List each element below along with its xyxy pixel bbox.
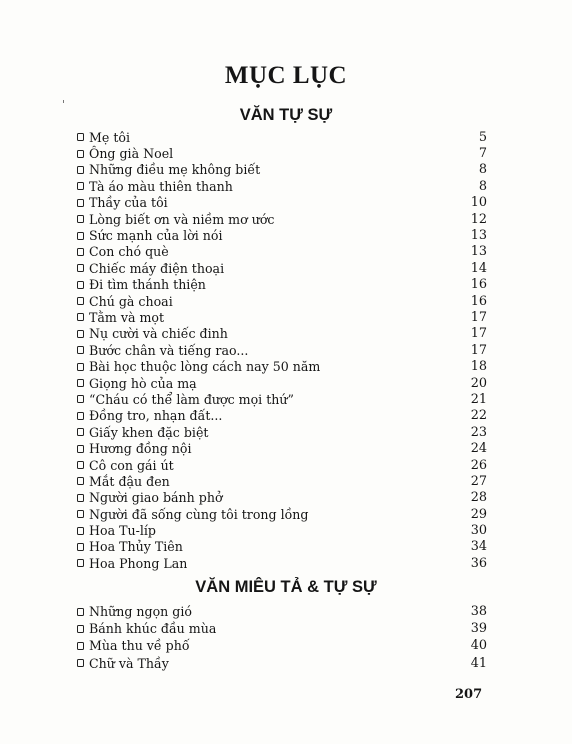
toc-entry-title: Lòng biết ơn và niềm mơ ước: [89, 211, 275, 227]
checkbox-bullet-icon: [77, 445, 84, 453]
toc-entry-title: Bước chân và tiếng rao...: [89, 342, 249, 358]
toc-entry: [77, 408, 487, 424]
checkbox-bullet-icon: [77, 248, 84, 256]
checkbox-bullet-icon: [77, 543, 84, 551]
toc-entry-page: 16: [470, 277, 487, 293]
checkbox-bullet-icon: [77, 133, 84, 141]
toc-entry-page: 13: [470, 228, 487, 244]
checkbox-bullet-icon: [77, 608, 84, 616]
toc-entry: [77, 293, 487, 309]
toc-entry-page: 23: [470, 424, 487, 440]
checkbox-bullet-icon: [77, 494, 84, 502]
toc-entry-title: Mắt đậu đen: [89, 473, 170, 489]
toc-entry-title: Thầy của tôi: [89, 195, 168, 211]
checkbox-bullet-icon: [77, 395, 84, 403]
checkbox-bullet-icon: [77, 232, 84, 240]
toc-entry-page: 27: [470, 473, 487, 489]
toc-entry-title: Người đã sống cùng tôi trong lồng: [89, 506, 309, 522]
checkbox-bullet-icon: [77, 182, 84, 190]
checkbox-bullet-icon: [77, 215, 84, 223]
toc-entry: [77, 227, 487, 243]
toc-entry: [77, 473, 487, 489]
section-heading-van-mieu-ta-tu-su: VĂN MIÊU TẢ & TỰ SỰ: [195, 578, 377, 596]
checkbox-bullet-icon: [77, 330, 84, 338]
checkbox-bullet-icon: [77, 527, 84, 535]
toc-entry: [77, 309, 487, 325]
toc-entry-title: Hoa Thủy Tiên: [89, 539, 183, 555]
toc-entry-title: Giấy khen đặc biệt: [89, 424, 209, 440]
toc-entry-title: Mùa thu về phố: [89, 638, 190, 654]
toc-entry: [77, 244, 487, 260]
toc-entry-title: Những điều mẹ không biết: [89, 162, 261, 178]
toc-entry-page: 28: [470, 490, 487, 506]
toc-entry: [77, 326, 487, 342]
toc-entry: [77, 603, 487, 620]
toc-entry: [77, 195, 487, 211]
checkbox-bullet-icon: [77, 166, 84, 174]
toc-entry: [77, 539, 487, 555]
toc-entry-page: 5: [478, 129, 487, 145]
toc-entry-page: 34: [470, 539, 487, 555]
toc-entry-title: “Cháu có thể làm được mọi thứ”: [89, 391, 294, 407]
toc-entry: [77, 162, 487, 178]
toc-entry-page: 39: [470, 621, 487, 637]
toc-entry-title: Sức mạnh của lời nói: [89, 228, 223, 244]
toc-entry-title: Giọng hò của mạ: [89, 375, 197, 391]
section-heading-van-tu-su: VĂN TỰ SỰ: [239, 106, 333, 124]
checkbox-bullet-icon: [77, 559, 84, 567]
toc-entry-page: 20: [470, 375, 487, 391]
checkbox-bullet-icon: [77, 642, 84, 650]
checkbox-bullet-icon: [77, 477, 84, 485]
checkbox-bullet-icon: [77, 659, 84, 667]
toc-entry-title: Tằm và mọt: [89, 309, 165, 325]
page-number: 207: [455, 687, 483, 702]
toc-entry-page: 29: [470, 506, 487, 522]
toc-entry-title: Bánh khúc đầu mùa: [89, 621, 217, 637]
checkbox-bullet-icon: [77, 625, 84, 633]
toc-entry-page: 22: [470, 408, 487, 424]
checkbox-bullet-icon: [77, 363, 84, 371]
toc-entry-title: Bài học thuộc lòng cách nay 50 năm: [89, 359, 321, 375]
toc-entry-page: 12: [470, 211, 487, 227]
toc-entry: [77, 178, 487, 194]
toc-entry-title: Ông già Noel: [89, 146, 174, 162]
checkbox-bullet-icon: [77, 510, 84, 518]
toc-entry: [77, 506, 487, 522]
toc-entry: [77, 522, 487, 538]
checkbox-bullet-icon: [77, 379, 84, 387]
toc-entry-page: 10: [470, 195, 487, 211]
toc-entry: [77, 457, 487, 473]
toc-entry-page: 26: [470, 457, 487, 473]
toc-entry-title: Hoa Phong Lan: [89, 555, 188, 571]
toc-entry-title: Người giao bánh phở: [89, 490, 223, 506]
toc-entry: [77, 129, 487, 145]
toc-entry-page: 8: [478, 162, 487, 178]
toc-entry: [77, 490, 487, 506]
toc-entry-title: Con chó què: [89, 244, 169, 260]
toc-entry-title: Những ngọn gió: [89, 604, 192, 620]
checkbox-bullet-icon: [77, 199, 84, 207]
toc-entry-page: 24: [470, 441, 487, 457]
page-title: MỤC LỤC: [224, 62, 348, 89]
checkbox-bullet-icon: [77, 428, 84, 436]
toc-entry: [77, 440, 487, 456]
toc-entry: [77, 555, 487, 571]
toc-entry: [77, 211, 487, 227]
toc-entry: [77, 655, 487, 672]
toc-entry-title: Mẹ tôi: [89, 129, 131, 145]
toc-entry-page: 30: [470, 523, 487, 539]
toc-entry-title: Đi tìm thánh thiện: [89, 277, 206, 293]
toc-entry-title: Chiếc máy điện thoại: [89, 260, 225, 276]
print-speck: [63, 100, 64, 103]
toc-entry: [77, 358, 487, 374]
toc-entry-title: Tà áo màu thiên thanh: [89, 178, 233, 194]
toc-entry-page: 17: [470, 342, 487, 358]
toc-entry-title: Đồng tro, nhạn đất...: [89, 408, 223, 424]
toc-entry-page: 14: [470, 260, 487, 276]
toc-entry-title: Hoa Tu-líp: [89, 523, 156, 539]
toc-entry: [77, 424, 487, 440]
checkbox-bullet-icon: [77, 461, 84, 469]
toc-entry: [77, 391, 487, 407]
checkbox-bullet-icon: [77, 150, 84, 158]
checkbox-bullet-icon: [77, 264, 84, 272]
toc-entry: [77, 637, 487, 654]
toc-entry-page: 38: [470, 604, 487, 620]
toc-entry-title: Chú gà choai: [89, 293, 173, 309]
toc-entry-page: 13: [470, 244, 487, 260]
toc-entry: [77, 342, 487, 358]
checkbox-bullet-icon: [77, 313, 84, 321]
toc-entry-page: 8: [478, 178, 487, 194]
toc-entry: [77, 620, 487, 637]
toc-entry: [77, 260, 487, 276]
toc-entry-title: Chữ và Thầy: [89, 655, 169, 671]
toc-list-van-mieu-ta-tu-su: [77, 603, 487, 672]
toc-list-van-tu-su: [77, 129, 487, 572]
toc-entry-page: 18: [470, 359, 487, 375]
toc-entry-page: 41: [470, 655, 487, 671]
toc-entry-page: 40: [470, 638, 487, 654]
checkbox-bullet-icon: [77, 297, 84, 305]
toc-entry-page: 16: [470, 293, 487, 309]
toc-entry-title: Hương đồng nội: [89, 441, 192, 457]
toc-entry-page: 21: [470, 391, 487, 407]
toc-entry-page: 7: [478, 146, 487, 162]
toc-entry-page: 17: [470, 326, 487, 342]
checkbox-bullet-icon: [77, 281, 84, 289]
toc-entry: [77, 277, 487, 293]
checkbox-bullet-icon: [77, 412, 84, 420]
toc-entry-title: Nụ cười và chiếc đinh: [89, 326, 228, 342]
toc-entry: [77, 145, 487, 161]
toc-entry: [77, 375, 487, 391]
toc-entry-page: 36: [470, 555, 487, 571]
checkbox-bullet-icon: [77, 346, 84, 354]
toc-entry-title: Cô con gái út: [89, 457, 174, 473]
toc-entry-page: 17: [470, 309, 487, 325]
